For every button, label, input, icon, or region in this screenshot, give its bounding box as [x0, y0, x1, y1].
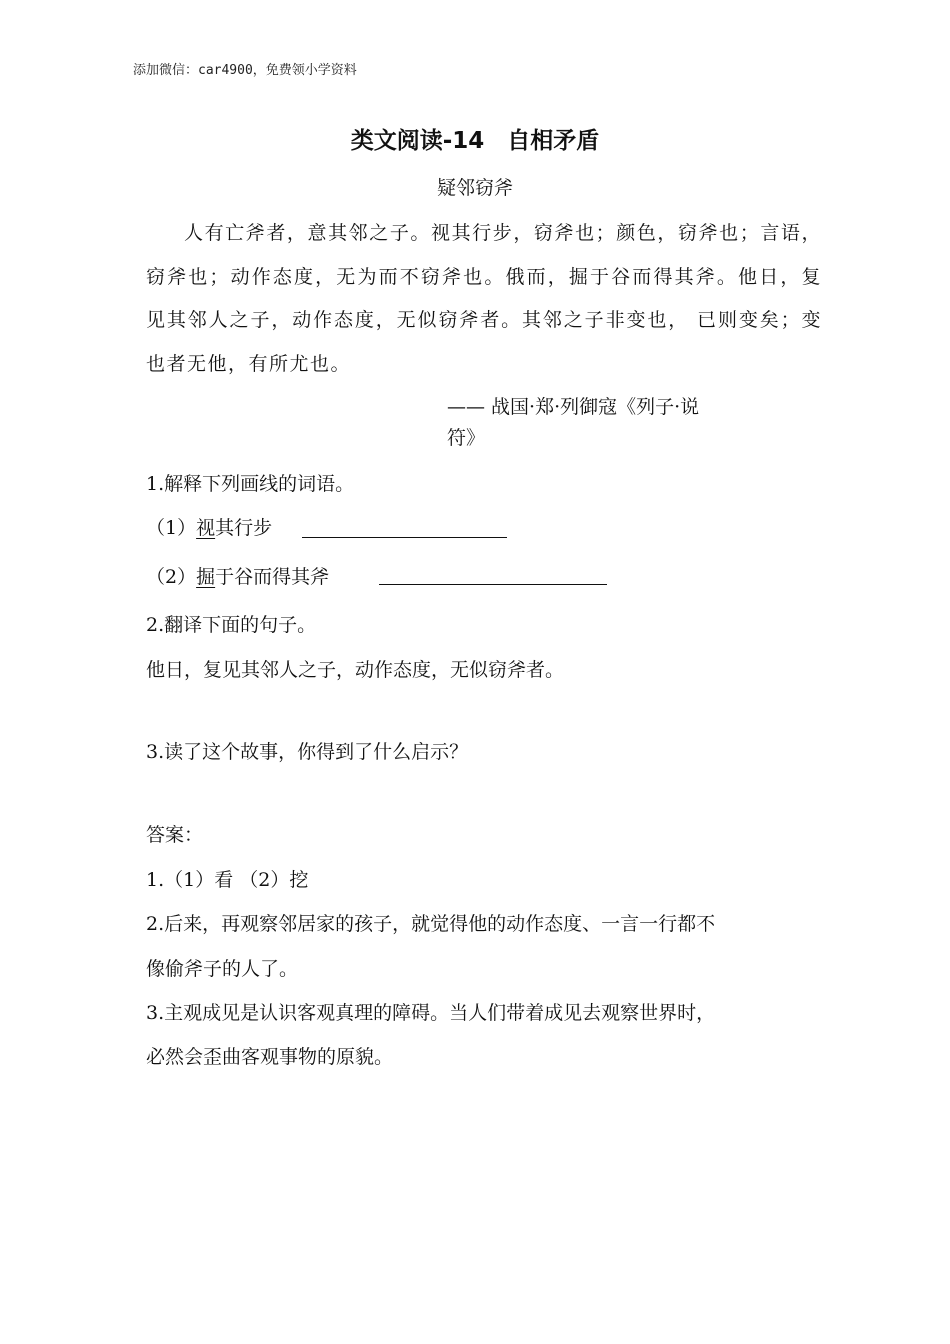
answer-3-line-2: 必然会歪曲客观事物的原貌。: [146, 1046, 394, 1068]
item-number: （2）: [146, 566, 197, 588]
underlined-word: 掘: [196, 566, 216, 588]
question-1: 1.解释下列画线的词语。: [146, 473, 355, 495]
answer-3-line-1: 3.主观成见是认识客观真理的障碍。当人们带着成见去观察世界时，: [146, 1002, 716, 1024]
question-1-item-2: [146, 562, 329, 589]
question-2-sentence: 他日，复见其邻人之子，动作态度，无似窃斧者。: [146, 659, 565, 681]
question-1-item-1: [146, 513, 272, 540]
answer-blank-2[interactable]: [379, 584, 607, 585]
watermark-text: 添加微信：car4900，免费领小学资料: [133, 63, 357, 78]
underlined-word: 视: [196, 517, 216, 539]
answer-1: 1.（1）看 （2）挖: [146, 869, 309, 891]
passage-source-line1: —— 战国·郑·列御寇《列子·说: [447, 396, 700, 418]
answers-heading: 答案：: [146, 824, 204, 846]
question-2: 2.翻译下面的句子。: [146, 614, 317, 636]
passage-title: 疑邻窃斧: [436, 177, 513, 199]
passage-text: 人有亡斧者，意其邻之子。视其行步，窃斧也；颜色，窃斧也；言语，窃斧也；动作态度，无为而不窃斧也。俄而，掘于谷而得其斧。他日，复见其邻人之子，动作态度，无似窃斧者。其邻之子非变也， 已则变矣；变也者无他，有所尤也。: [146, 222, 822, 375]
page-title: 类文阅读-14 自相矛盾: [350, 128, 600, 154]
answer-2-line-1: 2.后来，再观察邻居家的孩子，就觉得他的动作态度、一言一行都不: [146, 913, 716, 935]
answer-blank-1[interactable]: [302, 537, 507, 538]
answer-2-line-2: 像偷斧子的人了。: [146, 958, 299, 980]
item-number: （1）: [146, 517, 197, 539]
item-phrase: 其行步: [215, 517, 273, 539]
question-3: 3.读了这个故事，你得到了什么启示？: [146, 741, 469, 763]
passage-source-line2: 符》: [447, 427, 486, 449]
item-phrase: 于谷而得其斧: [215, 566, 330, 588]
